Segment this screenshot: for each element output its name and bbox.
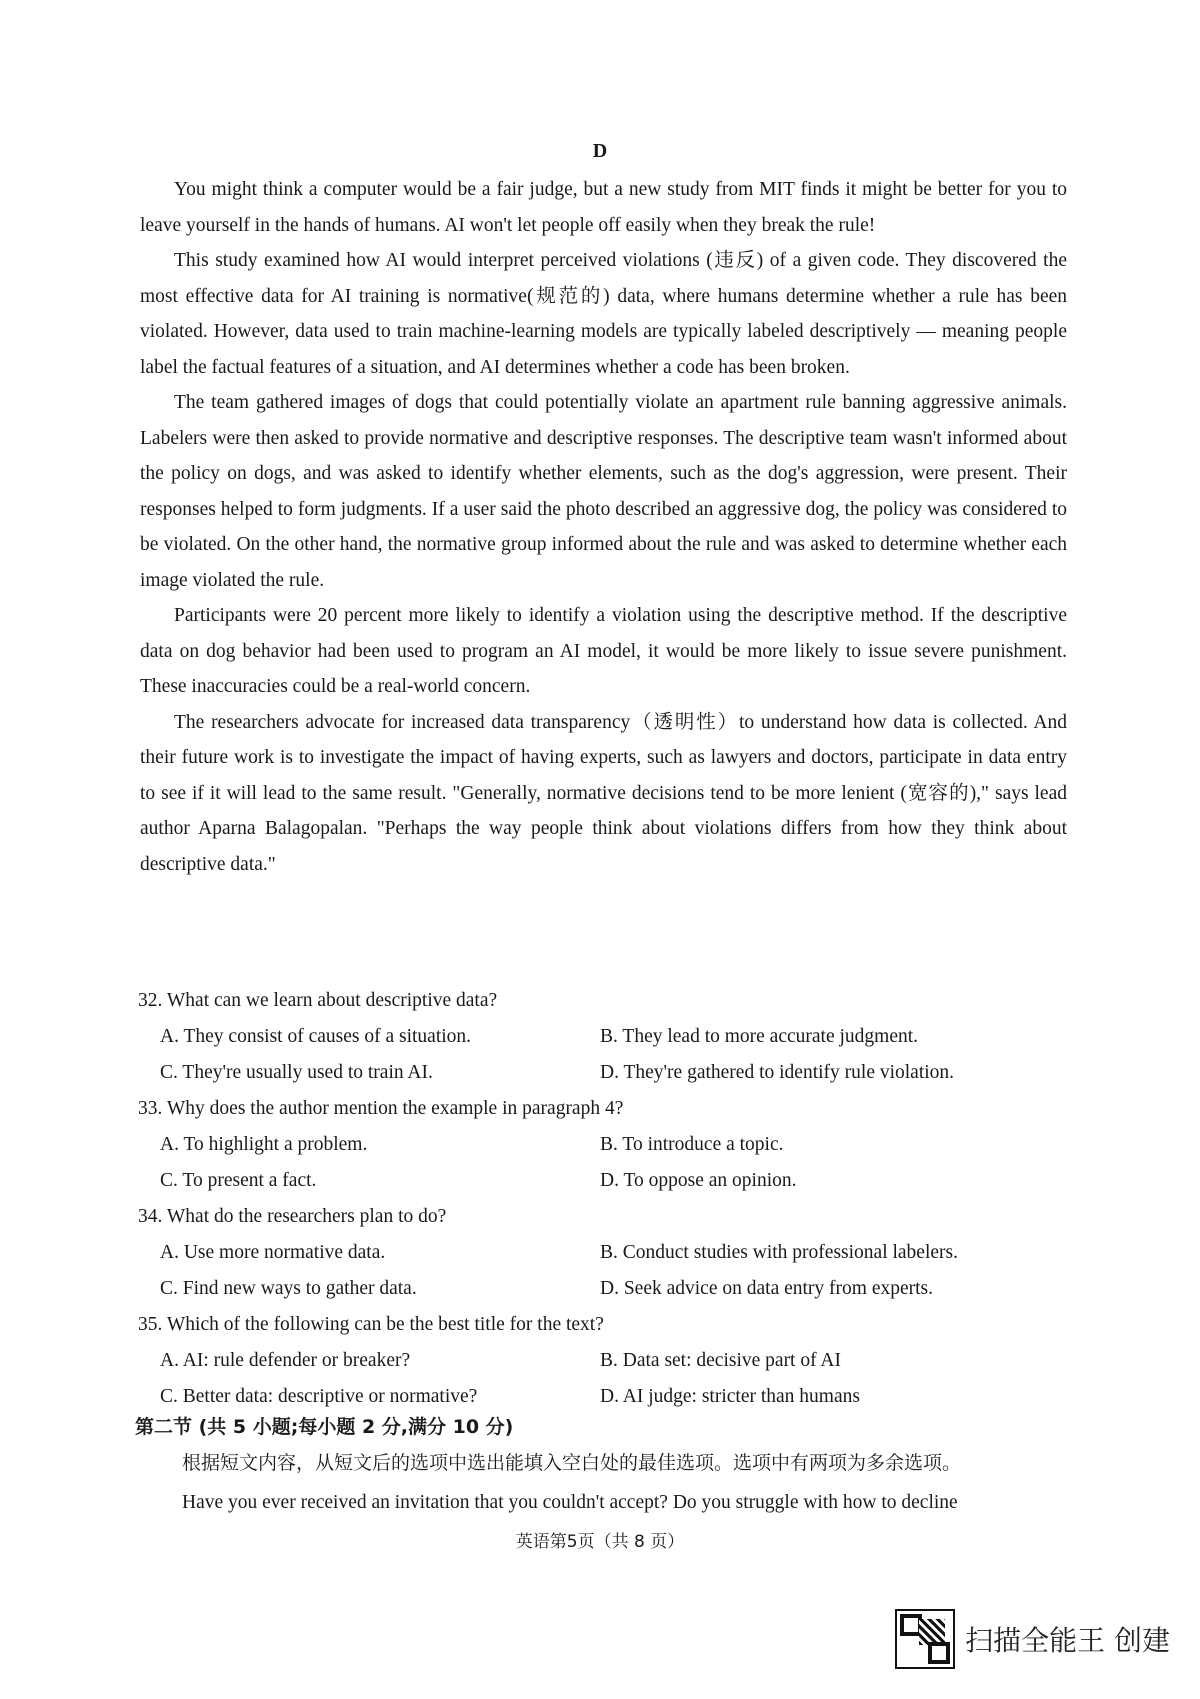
section-heading: 第二节 (共 5 小题;每小题 2 分,满分 10 分) (135, 1416, 514, 1438)
answer-option: A. They consist of causes of a situation. (160, 1026, 472, 1047)
scanner-watermark (895, 1609, 1170, 1669)
answer-option: B. They lead to more accurate judgment. (600, 1026, 919, 1047)
question-stem: 35. Which of the following can be the best title for the text? (138, 1314, 604, 1335)
paragraph: Participants were 20 percent more likely to identify a violation using the descriptive method. If the descriptive data on dog behavior had been used to program an AI model, it would be more likely to issue severe punishment. These inaccuracies could be a real-world concern. (140, 605, 1067, 697)
passage-first-line: Have you ever received an invitation that you couldn't accept? Do you struggle with how to decline (182, 1492, 958, 1513)
answer-option: C. Better data: descriptive or normative? (160, 1386, 478, 1407)
question-stem: 33. Why does the author mention the example in paragraph 4? (138, 1098, 624, 1119)
watermark-text: 扫描全能王 创建 (965, 1624, 1170, 1657)
question-stem: 32. What can we learn about descriptive data? (138, 990, 498, 1011)
section-instruction: 根据短文内容，从短文后的选项中选出能填入空白处的最佳选项。选项中有两项为多余选项。 (182, 1452, 962, 1474)
paragraph: The team gathered images of dogs that could potentially violate an apartment rule banning aggressive animals. Labelers were then asked to provide normative and descriptive responses. The descriptive team wasn't informed about the policy on dogs, and was asked to identify whether elements, such as the dog's aggression, were present. Their responses helped to form judgments. If a user said the photo described an aggressive dog, the policy was considered to be violated. On the other hand, the normative group informed about the rule and was asked to determine whether each image violated the rule. (140, 392, 1067, 591)
answer-option: D. To oppose an opinion. (600, 1170, 797, 1191)
option-group (138, 1343, 1078, 1415)
answer-option: C. To present a fact. (160, 1170, 317, 1191)
answer-option: B. Conduct studies with professional labelers. (600, 1242, 958, 1263)
paragraph: The researchers advocate for increased data transparency（透明性）to understand how data is collected. And their future work is to investigate the impact of having experts, such as lawyers and doctors, participate in data entry to see if it will lead to the same result. "Generally, normative decisions tend to be more lenient (宽容的)," says lead author Aparna Balagopalan. "Perhaps the way people think about violations differs from how they think about descriptive data." (140, 711, 1067, 875)
paragraph: This study examined how AI would interpret perceived violations (违反) of a given code. They discovered the most effective data for AI training is normative(规范的) data, where humans determine whether a rule has been violated. However, data used to train machine-learning models are typically labeled descriptively — meaning people label the factual features of a situation, and AI determines whether a code has been broken. (140, 250, 1067, 378)
option-group (138, 1127, 1078, 1199)
passage-label: D (592, 140, 608, 162)
option-group (138, 1019, 1078, 1091)
option-group (138, 1235, 1078, 1307)
answer-option: D. AI judge: stricter than humans (600, 1386, 860, 1407)
answer-option: B. Data set: decisive part of AI (600, 1350, 841, 1371)
answer-option: A. To highlight a problem. (160, 1134, 368, 1155)
qr-code-icon (895, 1609, 955, 1669)
question-list (138, 983, 1078, 1415)
answer-option: C. Find new ways to gather data. (160, 1278, 417, 1299)
answer-option: B. To introduce a topic. (600, 1134, 784, 1155)
answer-option: D. Seek advice on data entry from experts. (600, 1278, 934, 1299)
question-stem: 34. What do the researchers plan to do? (138, 1206, 447, 1227)
page-footer: 英语第5页（共 8 页） (515, 1532, 685, 1552)
paragraph: You might think a computer would be a fair judge, but a new study from MIT finds it might be better for you to leave yourself in the hands of humans. AI won't let people off easily when they break the rule! (140, 179, 1067, 236)
answer-option: C. They're usually used to train AI. (160, 1062, 433, 1083)
answer-option: D. They're gathered to identify rule violation. (600, 1062, 955, 1083)
answer-option: A. AI: rule defender or breaker? (160, 1350, 411, 1371)
answer-option: A. Use more normative data. (160, 1242, 386, 1263)
reading-passage (140, 172, 1067, 882)
